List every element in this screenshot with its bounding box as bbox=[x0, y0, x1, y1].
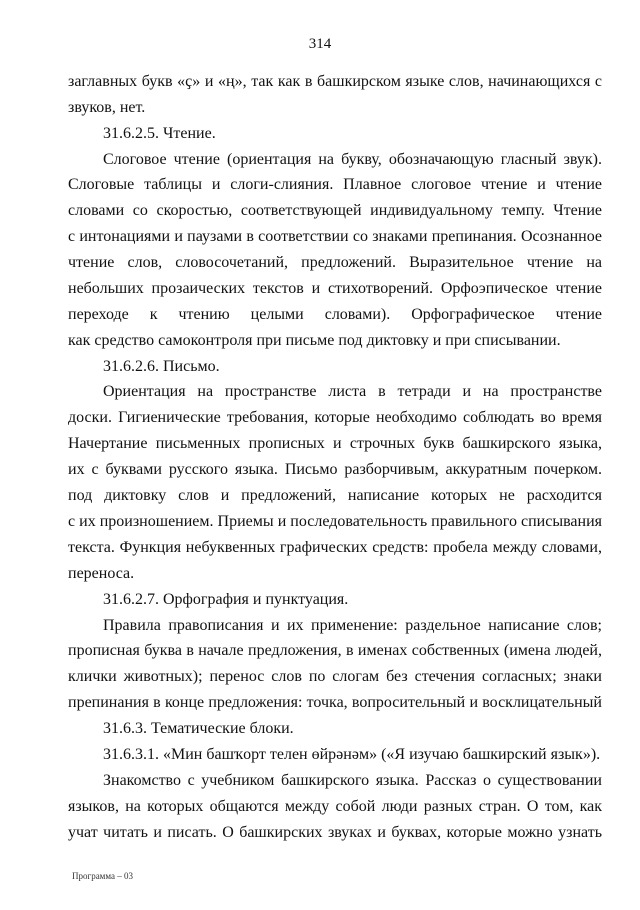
footer-label: Программа – 03 bbox=[72, 871, 134, 881]
text-line: переходе к чтению целыми словами). Орфографическое чтение bbox=[68, 306, 602, 323]
section-heading: 31.6.3. Тематические блоки. bbox=[103, 720, 294, 737]
text-line: заглавных букв «ҫ» и «ң», так как в башкирском языке слов, начинающихся с bbox=[68, 73, 602, 90]
text-line: переноса. bbox=[68, 565, 135, 582]
text-line: словами со скоростью, соответствующей индивидуальному темпу. Чтение bbox=[68, 202, 602, 219]
section-heading: 31.6.2.6. Письмо. bbox=[103, 358, 220, 375]
text-line: звуков, нет. bbox=[68, 99, 146, 116]
text-line: текста. Функция небуквенных графических средств: пробела между словами, bbox=[68, 539, 602, 556]
text-line: с их произношением. Приемы и последовательность правильного списывания bbox=[68, 513, 602, 530]
text-line: небольших прозаических текстов и стихотворений. Орфоэпическое чтение bbox=[68, 280, 602, 297]
text-line: Слоговое чтение (ориентация на букву, обозначающую гласный звук). bbox=[103, 151, 602, 168]
text-line: с интонациями и паузами в соответствии со знаками препинания. Осознанное bbox=[68, 228, 602, 245]
text-line: учат читать и писать. О башкирских звуках и буквах, которые можно узнать bbox=[68, 824, 602, 841]
text-line: прописная буква в начале предложения, в именах собственных (имена людей, bbox=[68, 642, 602, 659]
text-line: их с буквами русского языка. Письмо разборчивым, аккуратным почерком. bbox=[68, 461, 602, 478]
text-line: языков, на которых общаются между собой люди разных стран. О том, как bbox=[68, 798, 602, 815]
page-number: 314 bbox=[308, 36, 332, 52]
section-heading: 31.6.2.5. Чтение. bbox=[103, 125, 216, 142]
text-line: доски. Гигиенические требования, которые необходимо соблюдать во время bbox=[68, 409, 602, 426]
text-line: чтение слов, словосочетаний, предложений. Выразительное чтение на bbox=[68, 254, 602, 271]
text-line: Слоговые таблицы и слоги-слияния. Плавное слоговое чтение и чтение bbox=[68, 176, 602, 193]
text-line: как средство самоконтроля при письме под диктовку и при списывании. bbox=[68, 332, 561, 349]
text-line: под диктовку слов и предложений, написание которых не расходится bbox=[68, 487, 602, 504]
text-line: Правила правописания и их применение: раздельное написание слов; bbox=[103, 617, 602, 634]
text-line: клички животных); перенос слов по слогам без стечения согласных; знаки bbox=[68, 668, 602, 685]
text-line: Знакомство с учебником башкирского языка. Рассказ о существовании bbox=[103, 772, 602, 789]
text-line: препинания в конце предложения: точка, вопросительный и восклицательный bbox=[68, 694, 602, 711]
text-line: Ориентация на пространстве листа в тетради и на пространстве bbox=[103, 383, 602, 400]
section-heading: 31.6.3.1. «Мин башҡорт телен өйрәнәм» («Я изучаю башкирский язык»). bbox=[103, 746, 601, 763]
section-heading: 31.6.2.7. Орфография и пунктуация. bbox=[103, 591, 349, 608]
text-line: Начертание письменных прописных и строчных букв башкирского языка, bbox=[68, 435, 602, 452]
